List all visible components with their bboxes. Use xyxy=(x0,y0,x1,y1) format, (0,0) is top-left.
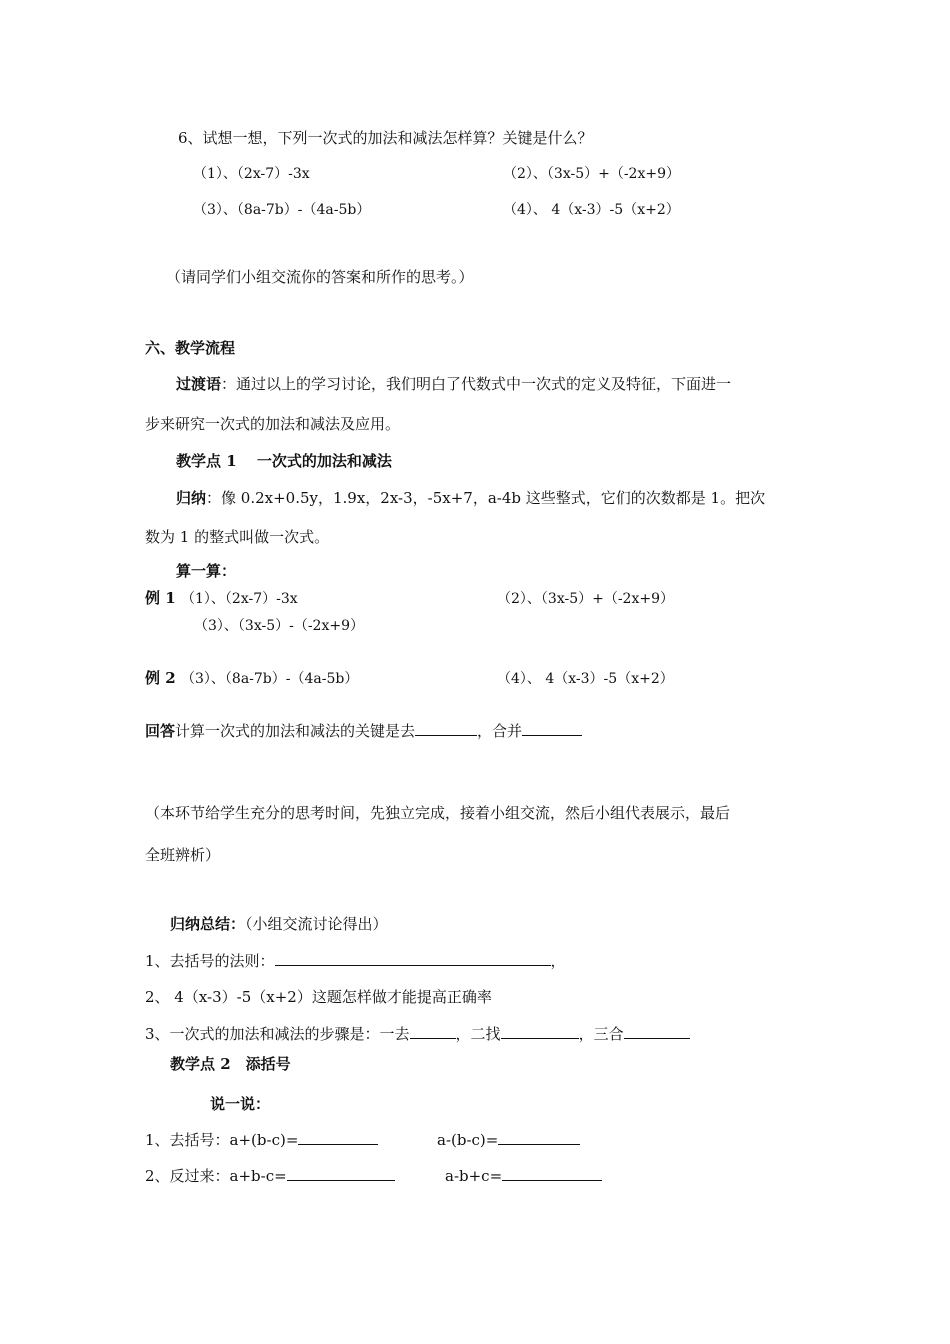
example-1-label: 例 1 xyxy=(145,589,176,607)
example-2-label: 例 2 xyxy=(145,669,176,687)
q6-discussion-note: （请同学们小组交流你的答案和所作的思考。） xyxy=(166,268,474,286)
example-1-item-1: （1）、（2x-7）-3x xyxy=(181,591,298,607)
q6-item-2: （2）、（3x-5）+（-2x+9） xyxy=(503,166,681,182)
summary-note: （小组交流讨论得出） xyxy=(245,915,388,933)
induction-label: 归纳 xyxy=(176,489,207,507)
induction-continued: 数为 1 的整式叫做一次式。 xyxy=(145,528,330,546)
step-2-blank[interactable] xyxy=(501,1024,579,1039)
transition-label: 过渡语 xyxy=(176,375,222,393)
induction-text: ：像 0.2x+0.5y，1.9x，2x-3，-5x+7，a-4b 这些整式，它们的次数都是 1。把次 xyxy=(206,489,766,507)
rule-blank[interactable] xyxy=(275,951,551,966)
answer-line xyxy=(145,721,582,741)
say-blank-1a[interactable] xyxy=(298,1130,378,1145)
step-1-text: 3、一次式的加法和减法的步骤是：一去 xyxy=(145,1025,410,1043)
summary-item-1-end: ， xyxy=(550,952,566,970)
say-item-2b-text: a-b+c= xyxy=(445,1167,503,1185)
calc-heading: 算一算： xyxy=(176,562,237,580)
teaching-note-line-1: （本环节给学生充分的思考时间，先独立完成，接着小组交流，然后小组代表展示，最后 xyxy=(145,804,731,822)
say-item-2a-text: 2、反过来：a+b-c= xyxy=(145,1167,287,1185)
say-blank-2b[interactable] xyxy=(502,1166,602,1181)
say-item-2a xyxy=(145,1166,395,1186)
q6-item-1: （1）、（2x-7）-3x xyxy=(193,166,310,182)
summary-item-2: 2、 4（x-3）-5（x+2）这题怎样做才能提高正确率 xyxy=(145,988,492,1006)
say-item-1b xyxy=(437,1130,580,1150)
summary-label: 归纳总结： xyxy=(170,915,246,933)
example-1-item-3: （3）、（3x-5）-（-2x+9） xyxy=(194,618,365,634)
summary-item-1 xyxy=(145,951,566,971)
transition-text: ：通过以上的学习讨论，我们明白了代数式中一次式的定义及特征，下面进一 xyxy=(221,375,732,393)
summary-item-3 xyxy=(145,1024,690,1044)
transition-continued: 步来研究一次式的加法和减法及应用。 xyxy=(145,415,401,433)
answer-text-1: 计算一次式的加法和减法的关键是去 xyxy=(175,722,416,740)
step-3-text: ，三合 xyxy=(578,1025,624,1043)
answer-blank-2[interactable] xyxy=(522,721,582,736)
say-blank-1b[interactable] xyxy=(498,1130,580,1145)
teaching-note-line-2: 全班辨析） xyxy=(145,846,221,864)
say-item-1a xyxy=(145,1130,378,1150)
q6-item-4: （4）、 4（x-3）-5（x+2） xyxy=(503,202,680,218)
example-2-item-1: （3）、（8a-7b）-（4a-5b） xyxy=(181,671,359,687)
question-6-title: 6、试想一想，下列一次式的加法和减法怎样算？关键是什么？ xyxy=(178,129,593,147)
transition-paragraph xyxy=(176,374,731,394)
step-3-blank[interactable] xyxy=(624,1024,690,1039)
answer-text-2: ，合并 xyxy=(477,722,523,740)
summary-item-1-text: 1、去括号的法则： xyxy=(145,952,275,970)
induction-paragraph xyxy=(176,488,765,508)
section-heading: 六、教学流程 xyxy=(145,339,236,357)
step-2-text: ，二找 xyxy=(455,1025,501,1043)
summary-heading xyxy=(170,914,388,934)
say-heading: 说一说： xyxy=(210,1095,271,1113)
step-1-blank[interactable] xyxy=(410,1024,456,1039)
say-item-1b-text: a-(b-c)= xyxy=(437,1131,499,1149)
say-item-2b xyxy=(445,1166,602,1186)
answer-label: 回答 xyxy=(145,722,176,740)
q6-item-3: （3）、（8a-7b）-（4a-5b） xyxy=(193,202,371,218)
example-1-item-2: （2）、（3x-5）+（-2x+9） xyxy=(497,591,675,607)
answer-blank-1[interactable] xyxy=(415,721,477,736)
example-2-item-2: （4）、 4（x-3）-5（x+2） xyxy=(497,671,674,687)
say-blank-2a[interactable] xyxy=(287,1166,395,1181)
teaching-point-2-heading: 教学点 2 添括号 xyxy=(170,1055,291,1073)
teaching-point-1-heading: 教学点 1 一次式的加法和减法 xyxy=(176,452,392,470)
say-item-1a-text: 1、去括号：a+(b-c)= xyxy=(145,1131,299,1149)
